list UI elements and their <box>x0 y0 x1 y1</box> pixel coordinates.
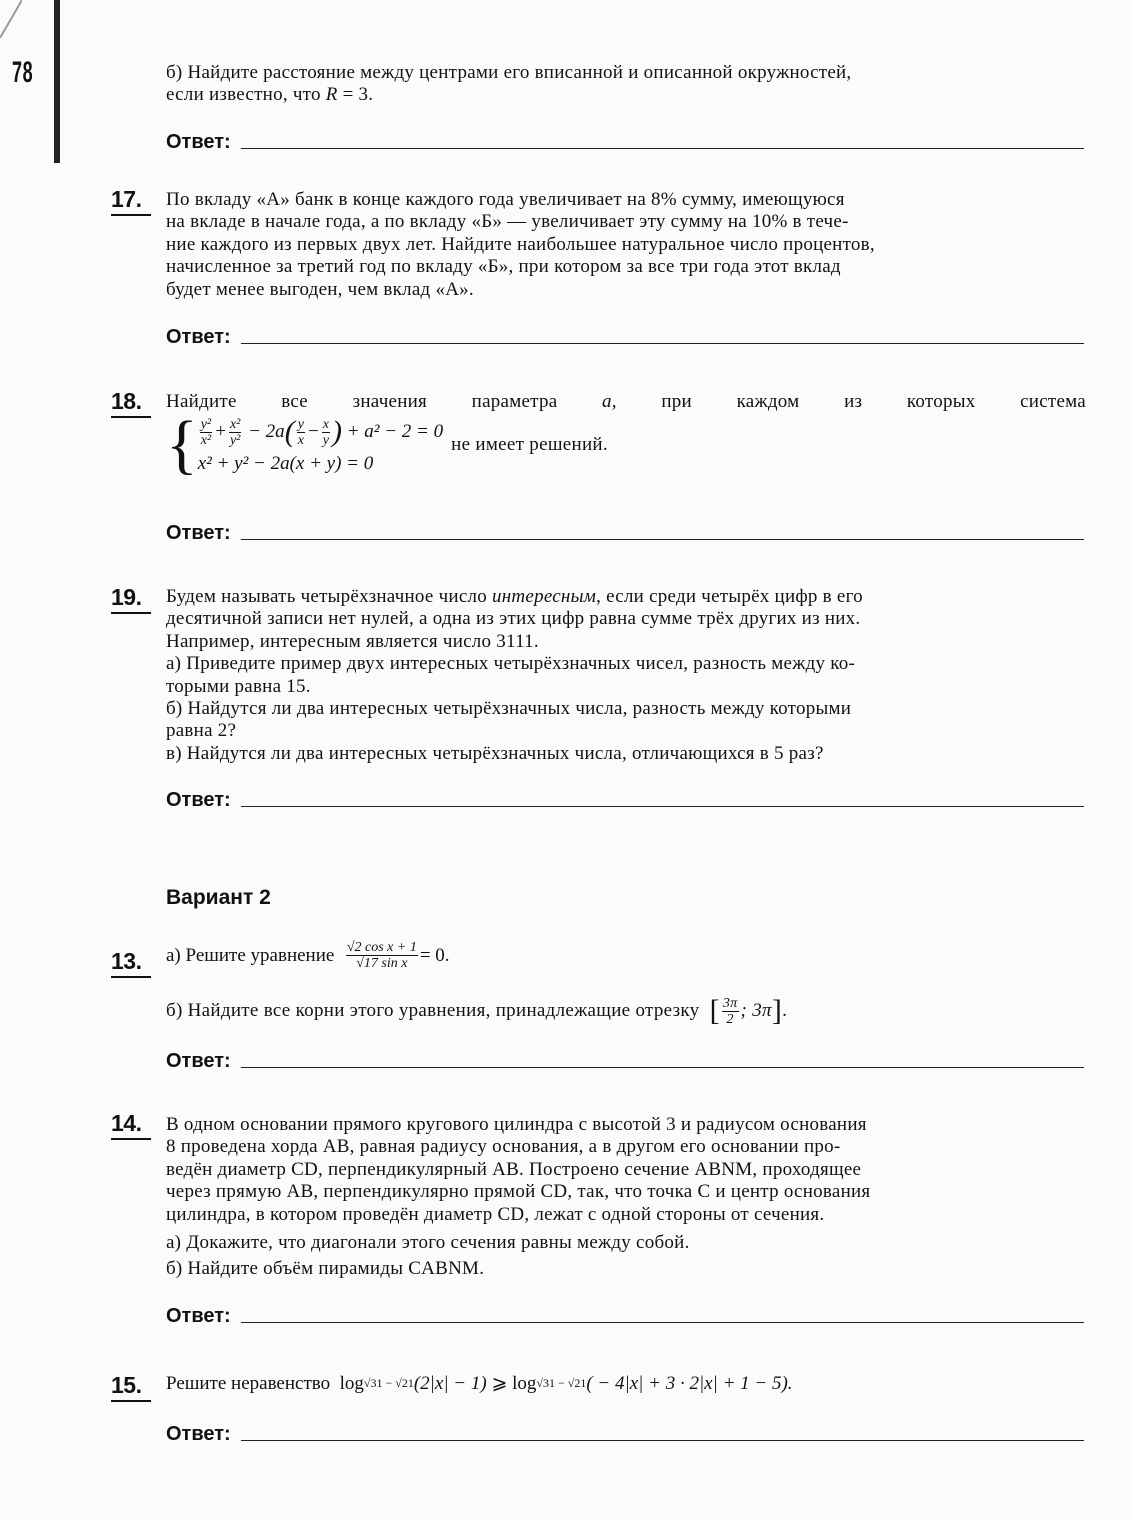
problem-number: 14. <box>111 1110 151 1140</box>
problem-13a: а) Решите уравнение $\frac{\text{√2 cos x + 1}}{\text{√17 sin x}}$ = 0. <box>166 940 450 971</box>
problem-17-text: По вкладу «А» банк в конце каждого года увеличивает на 8% сумму, имеющуюся на вкладе в начале года, а по вкладу «Б» — увеличивает эту сумму на 10% в тече- ние каждого из первых двух лет. Найдите наибольшее натуральное число процентов, начисленное за третий год по вкладу «Б», при котором за все три года этот вклад будет менее выгоден, чем вклад «А». <box>166 189 875 300</box>
answer-field[interactable]: Ответ: <box>166 786 1084 812</box>
problem-14-text: В одном основании прямого кругового цилиндра с высотой 3 и радиусом основания 8 проведена хорда AB, равная радиусу основания, а в другом его основании про- ведён диаметр CD, перпендикулярный AB. Построено сечение ABNM, проходящее через прямую AB, перпендикулярно прямой CD, так, что точка C и центр основания цилиндра, в котором проведён диаметр CD, лежат с одной стороны от сечения. а) Докажите, что диагонали этого сечения равны между собой. б) Найдите объём пирамиды CABNM. <box>166 1114 871 1280</box>
problem-number: 15. <box>111 1372 151 1402</box>
answer-field[interactable]: Ответ: <box>166 1047 1084 1073</box>
equation-system: { $\frac{\text{y²}}{\text{x²}}$ + $\frac{\text{x²}}{\text{y²}}$ − 2a ( $\frac{y}{x}$ − $\frac{x}{y}$ ) + a² − 2 = 0 x² + y² − 2a(x + y) = 0 не имеет решений. <box>166 408 608 481</box>
answer-field[interactable]: Ответ: <box>166 128 1084 154</box>
answer-field[interactable]: Ответ: <box>166 519 1084 545</box>
scan-artifact <box>0 0 22 38</box>
problem-18-line1: Найдите все значения параметра a, при каждом из которых система <box>166 391 1086 412</box>
problem-number: 19. <box>111 584 151 614</box>
answer-field[interactable]: Ответ: <box>166 1420 1084 1446</box>
variant-heading: Вариант 2 <box>166 886 271 909</box>
margin-bar <box>54 0 60 163</box>
problem-19-text: Будем называть четырёхзначное число интересным, если среди четырёх цифр в его десятичной записи нет нулей, а одна из этих цифр равна сумме трёх других из них. Например, интересным является число 3111. а) Приведите пример двух интересных четырёхзначных чисел, разность между ко- торыми равна 15. б) Найдутся ли два интересных четырёхзначных числа, разность между которыми равна 2? в) Найдутся ли два интересных четырёхзначных числа, отличающихся в 5 раз? <box>166 586 863 764</box>
problem-number: 13. <box>111 948 151 978</box>
answer-field[interactable]: Ответ: <box>166 1302 1084 1328</box>
problem-number: 17. <box>111 186 151 216</box>
problem-number: 18. <box>111 388 151 418</box>
page-number: 78 <box>12 56 34 89</box>
problem-13b: б) Найдите все корни этого уравнения, принадлежащие отрезку [ $\frac{3\pi}{2}$ ; 3π ] . <box>166 994 788 1027</box>
problem-15-text: Решите неравенство log √31 − √21 (2|x| − 1) ⩾ log √31 − √21 ( − 4|x| + 3 · 2|x| + 1 − 5). <box>166 1372 793 1394</box>
answer-field[interactable]: Ответ: <box>166 323 1084 349</box>
problem-16b-text: б) Найдите расстояние между центрами его вписанной и описанной окружностей, если известно, что R = 3. <box>166 62 852 106</box>
